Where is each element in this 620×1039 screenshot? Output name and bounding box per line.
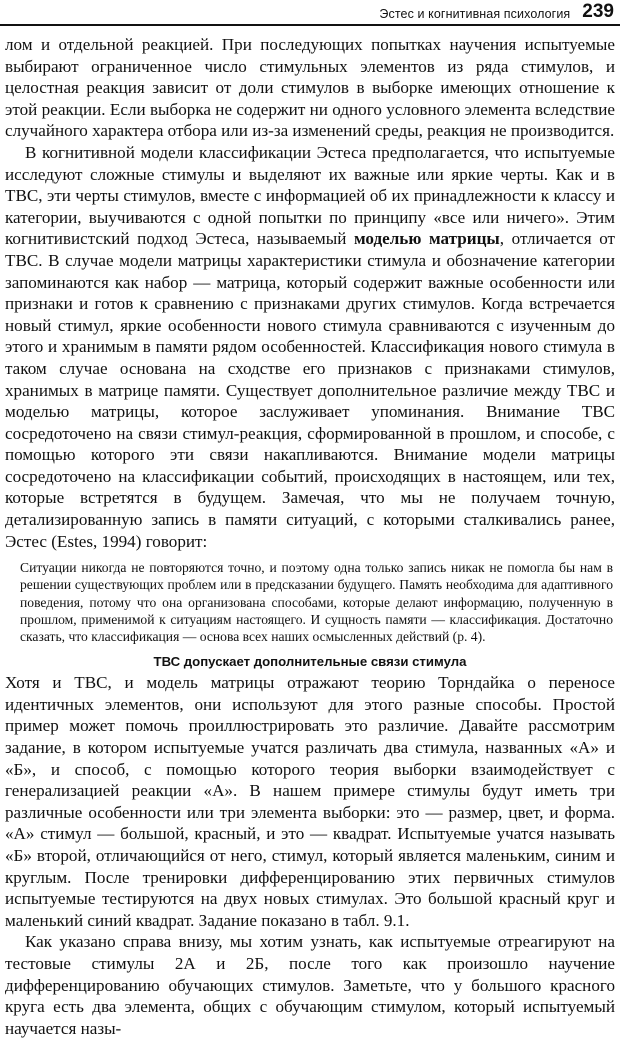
running-header xyxy=(0,0,620,26)
page-number: 239 xyxy=(582,1,614,22)
paragraph-1: лом и отдельной реакцией. При последующих попытках научения испытуемые выбирают ограниченное число стимульных элементов из ряда стимулов, и целостная реакция зависит от доли стимулов в выборке имеющих отношение к этой реакции. Если выборка не содержит ни одного условного элемента вследствие случайного характера отбора или из-за изменений среды, реакция не производится. xyxy=(5,35,615,141)
paragraph-4: Как указано справа внизу, мы хотим узнать, как испытуемые отреагируют на тестовые стимулы 2А и 2Б, после того как произошло научение дифференцированию обучающих стимулов. Заметьте, что у большого красного круга есть два элемента, общих с обучающим стимулом, который испытуемый научается назы- xyxy=(5,932,615,1038)
paragraph-2-part-1: В когнитивной модели классификации Эстеса предполагается, что испытуемые исследуют сложные стимулы и выделяют их важные или яркие черты. Как и в ТВС, эти черты стимулов, вместе с информацией об их принадлежности к классу и категории, выучиваются с одной попытки по принципу «все или ничего». Этим когнитивистский подход Эстеса, называемый xyxy=(5,142,615,249)
page-body xyxy=(5,34,615,1039)
paragraph-3: Хотя и ТВС, и модель матрицы отражают теорию Торндайка о переносе идентичных элементов, они используют для этого разные способы. Простой пример может помочь проиллюстрировать это различие. Давайте рассмотрим задание, в котором испытуемые учатся различать два стимула, названных «А» и «Б», и способ, с помощью которого теория выборки взаимодействует с генерализацией реакции «А». В нашем примере стимулы будут иметь три различные особенности или три элемента выборки: это — размер, цвет, и форма. «А» стимул — большой, красный, и это — квадрат. Испытуемые учатся называть «Б» второй, отличающийся от него, стимул, который является маленьким, синим и круглым. После тренировки дифференцированию этих первичных стимулов испытуемые тестируются на двух новых стимулах. Это большой красный круг и маленький синий квадрат. Задание показано в табл. 9.1. xyxy=(5,673,615,930)
running-title: Эстес и когнитивная психология xyxy=(379,7,571,21)
block-quote: Ситуации никогда не повторяются точно, и поэтому одна только запись никак не помогла бы нам в решении существующих проблем или в предсказании будущего. Память необходима для адаптивного поведения, потому что она организована способами, которые делают информацию, полученную в прошлом, применимой к ситуациям настоящего. И сущность памяти — классификация. Достаточно сказать, что классификация — основа всех наших осмысленных действий (p. 4). xyxy=(20,560,613,645)
paragraph-2 xyxy=(5,142,615,552)
section-subheading: ТВС допускает дополнительные связи стимула xyxy=(153,654,467,670)
term-matrix-model: моделью матрицы xyxy=(353,229,500,249)
paragraph-2-part-2: , отличается от ТВС. В случае модели матрицы характеристики стимула и обозначение категории запоминаются как набор — матрица, который содержит важные особенности или признаки и готов к сравнению с признаками других стимулов. Когда встречается новый стимул, яркие особенности нового стимула сравниваются с изученным до этого и хранимым в памяти рядом особенностей. Классификация нового стимула в таком случае основана на сходстве его признаков с признаками стимулов, хранимых в матрице памяти. Существует дополнительное различие между ТВС и моделью матрицы, которое заслуживает упоминания. Внимание ТВС сосредоточено на связи стимул-реакция, сформированной в прошлом, и способе, с помощью которого эти связи накапливаются. Внимание модели матрицы сосредоточено на классификации событий, происходящих в настоящем, или тех, которые встретятся в будущем. Замечая, что мы не получаем точную, детализированную запись в памяти ситуаций, с которыми сталкивались ранее, Эстес (Estes, 1994) говорит: xyxy=(5,229,615,551)
